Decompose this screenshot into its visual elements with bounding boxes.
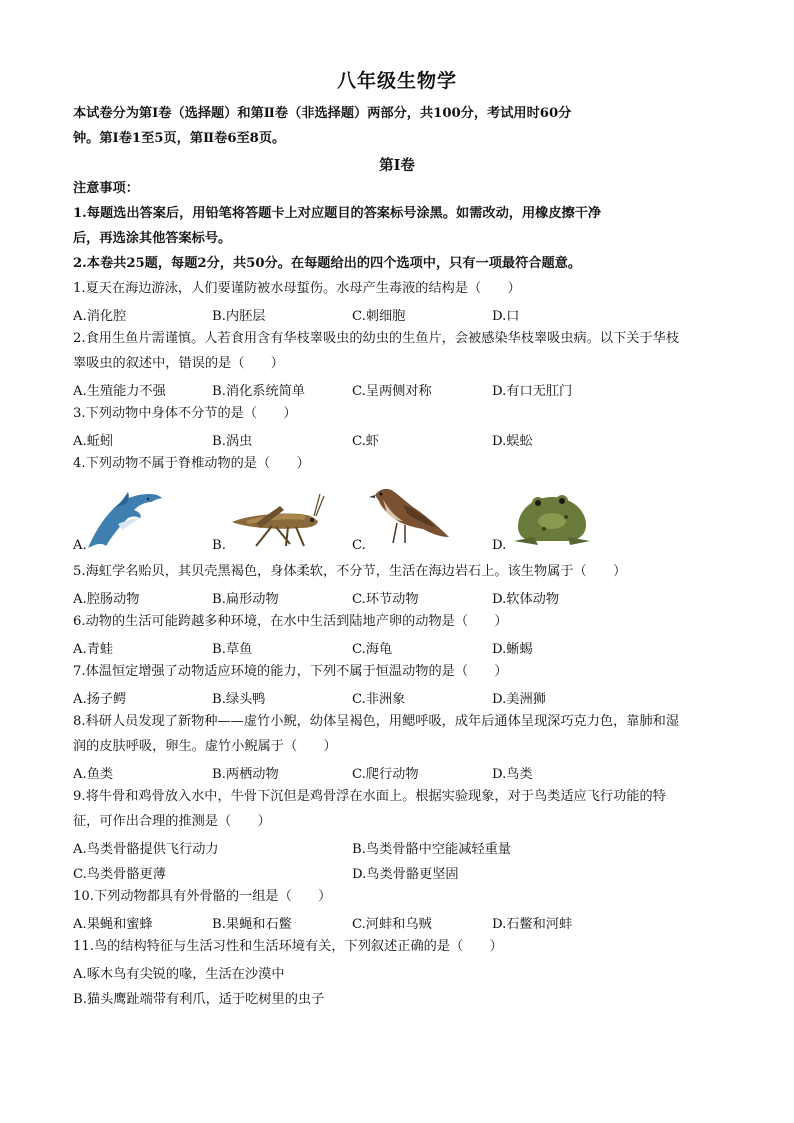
note-2: 2.本卷共25题，每题2分，共50分。在每题给出的四个选项中，只有一项最符合题意。 [73,256,582,271]
question-4-stem: 4.下列动物不属于脊椎动物的是（ ） [73,456,310,471]
q3-option-d: D.蜈蚣 [492,434,533,449]
q10-option-d: D.石鳖和河蚌 [492,917,573,932]
q11-option-a: A.啄木鸟有尖锐的喙，生活在沙漠中 [73,967,285,982]
question-3-stem: 3.下列动物中身体不分节的是（ ） [73,406,297,421]
intro-line-2: 钟。第Ⅰ卷1至5页，第Ⅱ卷6至8页。 [73,131,286,146]
note-1-line-1: 1.每题选出答案后，用铅笔将答题卡上对应题目的答案标号涂黑。如需改动，用橡皮擦干净 [73,206,602,221]
q2-option-c: C.呈两侧对称 [352,384,432,399]
q8-option-d: D.鸟类 [492,767,533,782]
q1-option-c: C.刺细胞 [352,309,406,324]
question-2-stem-2: 睾吸虫的叙述中，错误的是（ ） [73,356,284,371]
notes-heading: 注意事项： [73,181,139,196]
q5-option-b: B.扁形动物 [212,592,279,607]
q2-option-b: B.消化系统简单 [212,384,306,399]
q7-option-d: D.美洲狮 [492,692,546,707]
q4-option-d: D. [492,538,507,553]
q6-option-b: B.草鱼 [212,642,253,657]
q7-option-c: C.非洲象 [352,692,406,707]
question-8-stem-2: 润的皮肤呼吸，卵生。虚竹小鲵属于（ ） [73,739,337,754]
q5-option-a: A.腔肠动物 [73,592,140,607]
q4-option-b: B. [212,538,226,553]
frog-icon [508,487,592,547]
q4-option-c: C. [352,538,366,553]
q5-option-c: C.环节动物 [352,592,419,607]
q9-option-c: C.鸟类骨骼更薄 [73,867,166,882]
note-1-line-2: 后，再选涂其他答案标号。 [73,231,232,246]
q9-option-a: A.鸟类骨骼提供飞行动力 [73,842,219,857]
question-9-stem-2: 征，可作出合理的推测是（ ） [73,814,271,829]
q4-option-a: A. [73,538,87,553]
q9-option-d: D.鸟类骨骼更坚固 [352,867,459,882]
section-heading: 第Ⅰ卷 [379,157,415,174]
q8-option-a: A.鱼类 [73,767,114,782]
q6-option-c: C.海龟 [352,642,393,657]
q1-option-a: A.消化腔 [73,309,127,324]
question-7-stem: 7.体温恒定增强了动物适应环境的能力，下列不属于恒温动物的是（ ） [73,664,508,679]
q7-option-a: A.扬子鳄 [73,692,127,707]
question-10-stem: 10.下列动物都具有外骨骼的一组是（ ） [73,889,332,904]
q1-option-d: D.口 [492,309,520,324]
q9-option-b: B.鸟类骨骼中空能减轻重量 [352,842,511,857]
q8-option-c: C.爬行动物 [352,767,419,782]
q6-option-a: A.青蛙 [73,642,114,657]
dolphin-icon [84,490,164,552]
q10-option-c: C.河蚌和乌贼 [352,917,432,932]
question-9-stem-1: 9.将牛骨和鸡骨放入水中，牛骨下沉但是鸡骨浮在水面上。根据实验现象，对于鸟类适应飞行功能的特 [73,789,666,804]
q11-option-b: B.猫头鹰趾端带有利爪，适于吃树里的虫子 [73,992,325,1007]
question-8-stem-1: 8.科研人员发现了新物种——虚竹小鲵，幼体呈褐色，用鳃呼吸，成年后通体呈现深巧克力色，靠肺和湿 [73,714,680,729]
question-2-stem-1: 2.食用生鱼片需谨慎。人若食用含有华枝睾吸虫的幼虫的生鱼片，会被感染华枝睾吸虫病。以下关于华枝 [73,331,680,346]
q2-option-a: A.生殖能力不强 [73,384,166,399]
question-6-stem: 6.动物的生活可能跨越多种环境，在水中生活到陆地产卵的动物是（ ） [73,614,508,629]
q5-option-d: D.软体动物 [492,592,560,607]
q10-option-a: A.果蝇和蜜蜂 [73,917,153,932]
q3-option-c: C.虾 [352,434,379,449]
q8-option-b: B.两栖动物 [212,767,279,782]
q3-option-b: B.涡虫 [212,434,253,449]
q6-option-d: D.蜥蜴 [492,642,533,657]
q7-option-b: B.绿头鸭 [212,692,266,707]
q2-option-d: D.有口无肛门 [492,384,573,399]
question-5-stem: 5.海虹学名贻贝，其贝壳黑褐色，身体柔软，不分节，生活在海边岩石上。该生物属于（ ） [73,564,627,579]
q3-option-a: A.蚯蚓 [73,434,114,449]
q10-option-b: B.果蝇和石鳖 [212,917,292,932]
intro-line-1: 本试卷分为第Ⅰ卷（选择题）和第Ⅱ卷（非选择题）两部分，共100分，考试用时60分 [73,106,572,121]
page-title: 八年级生物学 [336,70,457,92]
grasshopper-icon [226,494,326,550]
question-11-stem: 11.鸟的结构特征与生活习性和生活环境有关，下列叙述正确的是（ ） [73,939,503,954]
sparrow-icon [369,485,453,547]
question-1-stem: 1.夏天在海边游泳，人们要谨防被水母蜇伤。水母产生毒液的结构是（ ） [73,281,521,296]
q1-option-b: B.内胚层 [212,309,266,324]
